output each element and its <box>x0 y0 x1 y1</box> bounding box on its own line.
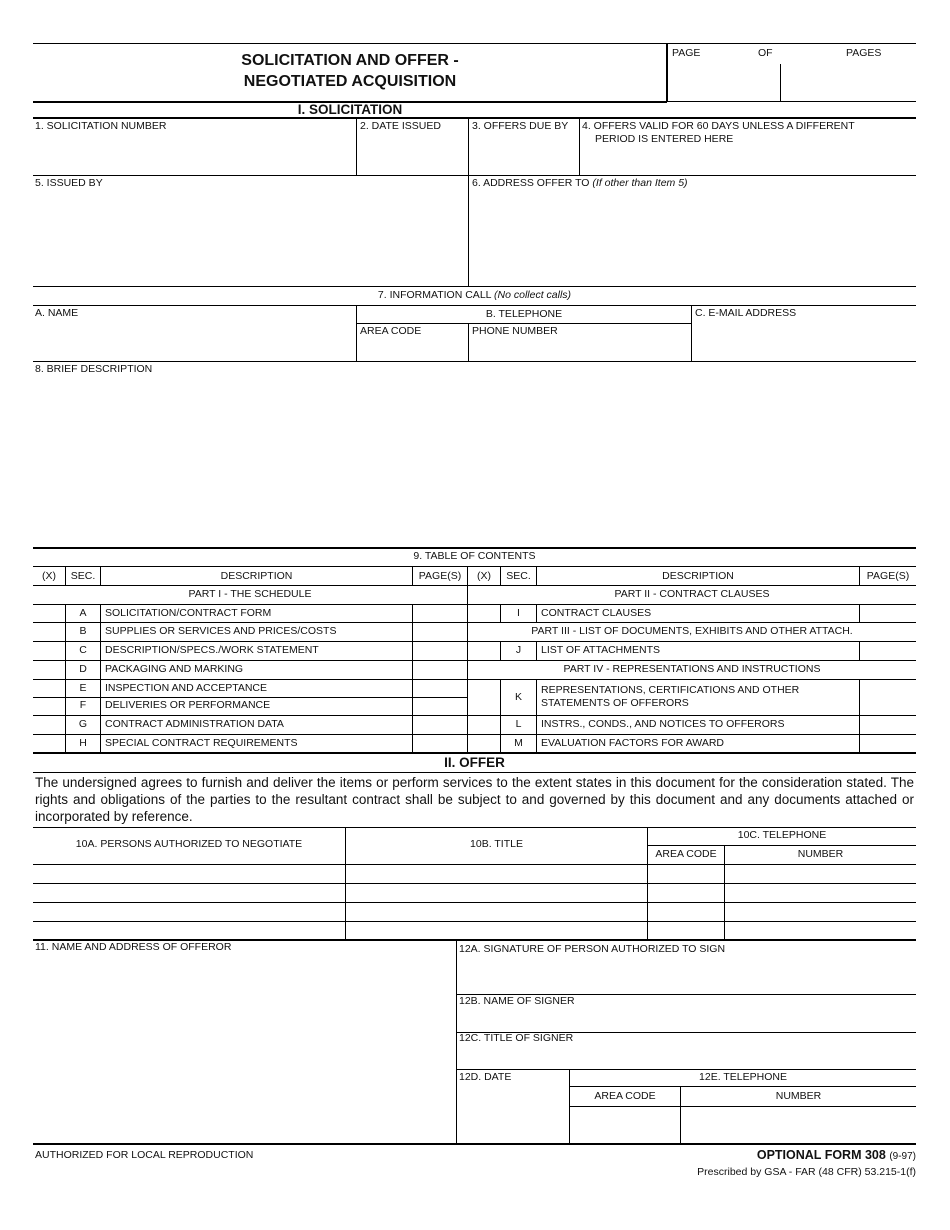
divider <box>500 566 501 585</box>
toc-pages-g[interactable] <box>413 716 466 733</box>
date-signed-field[interactable] <box>458 1086 568 1142</box>
page-label: PAGE <box>672 47 701 59</box>
toc-sec: L <box>515 718 522 730</box>
form-bottom-rule <box>33 1143 916 1145</box>
toc-check-i[interactable] <box>469 605 499 621</box>
toc-col-sec-right: SEC. <box>506 570 531 582</box>
negotiator-number-field[interactable] <box>726 884 915 901</box>
toc-check-m[interactable] <box>469 735 499 751</box>
toc-sec: J <box>515 644 522 656</box>
toc-pages-j[interactable] <box>860 642 915 659</box>
header-divider <box>666 43 668 102</box>
issued-by-label: 5. ISSUED BY <box>35 177 103 189</box>
area-code-field[interactable] <box>358 340 466 360</box>
toc-desc: INSTRS., CONDS., AND NOTICES TO OFFERORS <box>541 718 785 730</box>
top-rule <box>33 43 916 44</box>
signer-area-code-label: AREA CODE <box>594 1090 656 1102</box>
negotiator-name-field[interactable] <box>34 884 344 901</box>
page-number-field[interactable] <box>669 64 779 101</box>
solicitation-number-label: 1. SOLICITATION NUMBER <box>35 120 167 132</box>
offers-due-label: 3. OFFERS DUE BY <box>472 120 569 132</box>
area-code-label: AREA CODE <box>360 325 422 337</box>
signer-telephone-label: 12E. TELEPHONE <box>699 1071 787 1083</box>
rule <box>33 827 916 828</box>
toc-check-h[interactable] <box>34 735 64 751</box>
signer-number-label: NUMBER <box>775 1090 822 1102</box>
negotiator-area-code-field[interactable] <box>649 865 723 882</box>
toc-desc: EVALUATION FACTORS FOR AWARD <box>541 737 724 749</box>
toc-col-x-left: (X) <box>42 570 56 582</box>
divider <box>456 940 457 1144</box>
negotiator-title-field[interactable] <box>347 922 646 938</box>
page-box-divider <box>780 64 781 102</box>
rule <box>33 361 916 362</box>
negotiator-area-code-field[interactable] <box>649 884 723 901</box>
toc-check-k[interactable] <box>469 680 499 714</box>
negotiator-number-field[interactable] <box>726 903 915 920</box>
divider <box>536 641 537 660</box>
rule <box>33 566 916 567</box>
toc-col-pages-right: PAGE(S) <box>866 570 910 582</box>
toc-top-rule <box>33 547 916 549</box>
divider <box>100 566 101 585</box>
toc-pages-e[interactable] <box>413 680 466 696</box>
rule <box>648 845 916 846</box>
signer-name-label: 12B. NAME OF SIGNER <box>459 995 575 1007</box>
contact-name-field[interactable] <box>34 322 354 360</box>
toc-desc: SOLICITATION/CONTRACT FORM <box>105 607 272 619</box>
form-title-line2: NEGOTIATED ACQUISITION <box>243 73 457 90</box>
information-call-note: (No collect calls) <box>494 289 572 301</box>
toc-desc: SPECIAL CONTRACT REQUIREMENTS <box>105 737 298 749</box>
toc-pages-f[interactable] <box>413 698 466 714</box>
total-pages-field[interactable] <box>782 64 915 101</box>
divider <box>412 566 413 585</box>
toc-col-x-right: (X) <box>477 570 491 582</box>
toc-pages-i[interactable] <box>860 605 915 621</box>
negotiator-name-field[interactable] <box>34 865 344 882</box>
divider <box>356 118 357 175</box>
toc-part1-heading: PART I - THE SCHEDULE <box>188 588 312 600</box>
section-solicitation-heading: I. SOLICITATION <box>297 102 403 117</box>
signer-name-field[interactable] <box>458 1010 915 1031</box>
form-title <box>33 50 667 92</box>
signature-field[interactable] <box>458 958 915 993</box>
toc-pages-d[interactable] <box>413 661 466 678</box>
toc-desc: CONTRACT ADMINISTRATION DATA <box>105 718 284 730</box>
toc-sec: E <box>79 682 87 694</box>
footer-form-name: OPTIONAL FORM 308 <box>756 1148 886 1162</box>
divider <box>536 679 537 752</box>
rule <box>33 286 916 287</box>
toc-desc: SUPPLIES OR SERVICES AND PRICES/COSTS <box>105 625 337 637</box>
telephone-10c-label: 10C. TELEPHONE <box>737 829 827 841</box>
toc-sec: I <box>517 607 520 619</box>
divider <box>65 566 66 585</box>
negotiator-name-field[interactable] <box>34 903 344 920</box>
toc-check-b[interactable] <box>34 623 64 640</box>
toc-desc-line2: STATEMENTS OF OFFERORS <box>541 697 689 709</box>
toc-desc: DESCRIPTION/SPECS./WORK STATEMENT <box>105 644 319 656</box>
footer-form-date: (9-97) <box>889 1151 916 1162</box>
footer-prescribed: Prescribed by GSA - FAR (48 CFR) 53.215-1(f) <box>697 1166 916 1178</box>
toc-pages-c[interactable] <box>413 642 466 659</box>
contact-name-label: A. NAME <box>35 307 79 319</box>
offers-valid-field[interactable] <box>581 148 915 174</box>
divider <box>691 305 692 361</box>
toc-desc: REPRESENTATIONS, CERTIFICATIONS AND OTHER <box>541 684 800 696</box>
toc-part2-heading: PART II - CONTRACT CLAUSES <box>614 588 770 600</box>
footer-reproduction-note: AUTHORIZED FOR LOCAL REPRODUCTION <box>35 1149 254 1161</box>
negotiator-name-field[interactable] <box>34 922 344 938</box>
rule <box>457 1069 916 1070</box>
address-offer-to-text: 6. ADDRESS OFFER TO <box>472 177 590 189</box>
offer-statement: The undersigned agrees to furnish and deliver the items or perform services to the extent states in this document for the consideration stated. The rights and obligations of the parties to the resultant contract shall be subject to and governed by this document and any documents attached or incorporated by reference. <box>35 775 914 824</box>
address-offer-to-label <box>472 177 688 190</box>
section-offer-heading: II. OFFER <box>444 755 505 770</box>
toc-check-e[interactable] <box>34 680 64 696</box>
pages-label: PAGES <box>846 47 882 59</box>
brief-description-label: 8. BRIEF DESCRIPTION <box>35 363 153 375</box>
negotiator-title-field[interactable] <box>347 884 646 901</box>
divider <box>468 323 469 361</box>
toc-check-a[interactable] <box>34 605 64 621</box>
toc-part4-heading: PART IV - REPRESENTATIONS AND INSTRUCTIONS <box>563 663 821 675</box>
rule <box>33 604 467 605</box>
offers-valid-label-line1: 4. OFFERS VALID FOR 60 DAYS UNLESS A DIFFERENT <box>582 120 855 132</box>
toc-sec: B <box>79 625 87 637</box>
toc-bottom-rule <box>33 752 916 754</box>
phone-number-field[interactable] <box>470 340 689 360</box>
rule <box>33 772 916 773</box>
offers-due-field[interactable] <box>470 136 577 174</box>
signature-label: 12A. SIGNATURE OF PERSON AUTHORIZED TO SIGN <box>459 943 726 955</box>
address-offer-to-note: (If other than Item 5) <box>592 177 688 189</box>
toc-sec: G <box>78 718 88 730</box>
divider <box>536 566 537 585</box>
negotiator-number-field[interactable] <box>726 922 915 938</box>
information-call-label <box>33 289 916 302</box>
toc-pages-k[interactable] <box>860 680 915 714</box>
toc-pages-l[interactable] <box>860 716 915 733</box>
rule <box>357 323 691 324</box>
toc-pages-b[interactable] <box>413 623 466 640</box>
issued-by-field[interactable] <box>34 192 466 284</box>
negotiator-area-code-field[interactable] <box>649 903 723 920</box>
email-address-field[interactable] <box>693 322 915 360</box>
offeror-name-address-label: 11. NAME AND ADDRESS OF OFFEROR <box>35 941 232 953</box>
toc-desc: LIST OF ATTACHMENTS <box>541 644 661 656</box>
negotiator-number-field[interactable] <box>726 865 915 882</box>
persons-authorized-label: 10A. PERSONS AUTHORIZED TO NEGOTIATE <box>75 838 303 850</box>
phone-number-label: PHONE NUMBER <box>472 325 558 337</box>
toc-col-desc-left: DESCRIPTION <box>220 570 293 582</box>
toc-desc: DELIVERIES OR PERFORMANCE <box>105 699 271 711</box>
divider <box>468 118 469 286</box>
rule <box>33 660 916 661</box>
rule <box>33 622 467 623</box>
toc-pages-m[interactable] <box>860 735 915 751</box>
toc-sec: M <box>514 737 523 749</box>
negotiator-area-code-field[interactable] <box>649 922 723 938</box>
address-offer-to-field[interactable] <box>470 192 915 284</box>
rule <box>33 305 916 306</box>
toc-col-pages-left: PAGE(S) <box>418 570 462 582</box>
email-address-label: C. E-MAIL ADDRESS <box>695 307 797 319</box>
toc-col-sec-left: SEC. <box>70 570 96 582</box>
form-title-line1: SOLICITATION AND OFFER - <box>241 52 459 69</box>
toc-check-g[interactable] <box>34 716 64 733</box>
divider <box>579 118 580 175</box>
solicitation-number-field[interactable] <box>34 136 354 174</box>
rule <box>468 622 916 623</box>
divider <box>859 566 860 585</box>
divider <box>536 604 537 622</box>
of-label: OF <box>758 47 773 59</box>
toc-desc: PACKAGING AND MARKING <box>105 663 244 675</box>
area-code-10c-label: AREA CODE <box>655 848 717 860</box>
brief-description-field[interactable] <box>34 378 915 544</box>
signer-area-code-field[interactable] <box>571 1107 679 1142</box>
telephone-label: B. TELEPHONE <box>485 308 563 320</box>
toc-check-f[interactable] <box>34 698 64 714</box>
toc-sec: C <box>79 644 87 656</box>
toc-sec: K <box>514 691 522 703</box>
toc-part3-heading: PART III - LIST OF DOCUMENTS, EXHIBITS AND OTHER ATTACH. <box>531 625 853 637</box>
toc-sec: H <box>79 737 87 749</box>
toc-check-j[interactable] <box>469 642 499 659</box>
rule <box>33 697 467 698</box>
footer-form-id <box>757 1148 916 1162</box>
toc-check-d[interactable] <box>34 661 64 678</box>
toc-desc: CONTRACT CLAUSES <box>541 607 652 619</box>
toc-check-l[interactable] <box>469 716 499 733</box>
signer-number-field[interactable] <box>682 1107 915 1142</box>
divider <box>100 604 101 752</box>
signer-title-label: 12C. TITLE OF SIGNER <box>459 1032 574 1044</box>
rule <box>570 1086 916 1087</box>
offers-valid-label-line2: PERIOD IS ENTERED HERE <box>595 133 734 145</box>
toc-col-desc-right: DESCRIPTION <box>662 570 734 582</box>
toc-pages-h[interactable] <box>413 735 466 751</box>
rule <box>33 585 916 586</box>
signer-title-field[interactable] <box>458 1047 915 1068</box>
rule <box>33 175 916 176</box>
date-issued-field[interactable] <box>358 136 466 174</box>
number-10c-label: NUMBER <box>797 848 844 860</box>
toc-pages-a[interactable] <box>413 605 466 621</box>
toc-heading: 9. TABLE OF CONTENTS <box>413 550 536 562</box>
solicitation-rule <box>33 117 916 119</box>
information-call-text: 7. INFORMATION CALL <box>377 289 492 301</box>
toc-sec: D <box>79 663 87 675</box>
offeror-name-address-field[interactable] <box>34 956 454 1142</box>
title-label: 10B. TITLE <box>470 838 523 850</box>
negotiator-title-field[interactable] <box>347 865 646 882</box>
date-issued-label: 2. DATE ISSUED <box>360 120 441 132</box>
negotiator-title-field[interactable] <box>347 903 646 920</box>
toc-sec: A <box>79 607 87 619</box>
date-signed-label: 12D. DATE <box>459 1071 512 1083</box>
toc-sec: F <box>79 699 87 711</box>
toc-check-c[interactable] <box>34 642 64 659</box>
header-box-bottom <box>668 101 916 102</box>
toc-desc: INSPECTION AND ACCEPTANCE <box>105 682 268 694</box>
